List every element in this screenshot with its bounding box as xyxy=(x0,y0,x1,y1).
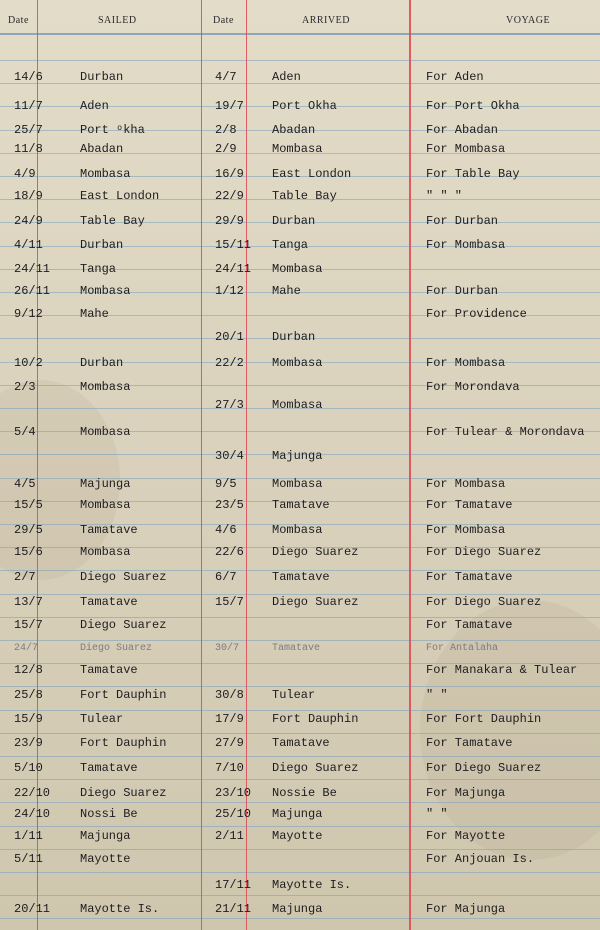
sailed-date: 15/6 xyxy=(14,545,43,559)
arrived-date: 15/11 xyxy=(215,238,252,252)
sailed-port: Tamatave xyxy=(80,595,138,609)
sailed-port: Mombasa xyxy=(80,380,131,394)
header-voyage: VOYAGE xyxy=(506,15,551,26)
sailed-port: Mombasa xyxy=(80,167,131,181)
arrived-port: Mayotte Is. xyxy=(272,878,352,892)
sailed-port: Mombasa xyxy=(80,425,131,439)
sailed-date: 18/9 xyxy=(14,189,43,203)
ruled-line xyxy=(0,918,600,919)
voyage-destination: For Diego Suarez xyxy=(426,595,542,609)
arrived-date: 16/9 xyxy=(215,167,244,181)
arrived-date: 30/4 xyxy=(215,449,244,463)
ledger-row xyxy=(0,445,600,465)
arrived-port: Abadan xyxy=(272,123,316,137)
ledger-row xyxy=(0,684,600,704)
arrived-date: 9/5 xyxy=(215,477,237,491)
ledger-row xyxy=(0,352,600,372)
sailed-date: 5/10 xyxy=(14,761,43,775)
sailed-port: Diego Suarez xyxy=(80,570,167,584)
arrived-port: Tamatave xyxy=(272,570,330,584)
sailed-port: Tanga xyxy=(80,262,117,276)
arrived-date: 27/9 xyxy=(215,736,244,750)
arrived-date: 20/1 xyxy=(215,330,244,344)
sailed-date: 15/9 xyxy=(14,712,43,726)
sailed-port: Tulear xyxy=(80,712,124,726)
sailed-date: 10/2 xyxy=(14,356,43,370)
sailed-date: 4/11 xyxy=(14,238,43,252)
arrived-date: 21/11 xyxy=(215,902,252,916)
voyage-destination: For Mombasa xyxy=(426,356,506,370)
voyage-destination: For Manakara & Tulear xyxy=(426,663,578,677)
ledger-row xyxy=(0,95,600,115)
ledger-row xyxy=(0,782,600,802)
voyage-destination: For Tulear & Morondava xyxy=(426,425,585,439)
ledger-row xyxy=(0,163,600,183)
voyage-destination: " " xyxy=(426,807,448,821)
arrived-port: East London xyxy=(272,167,352,181)
arrived-port: Table Bay xyxy=(272,189,337,203)
header-date-arrived: Date xyxy=(213,15,234,26)
arrived-port: Diego Suarez xyxy=(272,595,359,609)
header-date-sailed: Date xyxy=(8,15,29,26)
voyage-destination: For Diego Suarez xyxy=(426,761,542,775)
sailed-date: 24/9 xyxy=(14,214,43,228)
sailed-port: Mombasa xyxy=(80,545,131,559)
arrived-date: 24/11 xyxy=(215,262,252,276)
sailed-port: Mombasa xyxy=(80,498,131,512)
sailed-port: Durban xyxy=(80,238,124,252)
arrived-port: Mombasa xyxy=(272,142,323,156)
voyage-destination: For Aden xyxy=(426,70,484,84)
arrived-date: 1/12 xyxy=(215,284,244,298)
sailed-port: Abadan xyxy=(80,142,124,156)
voyage-destination: For Mayotte xyxy=(426,829,506,843)
sailed-date: 11/7 xyxy=(14,99,43,113)
sailed-port: Fort Dauphin xyxy=(80,688,167,702)
sailed-date: 15/5 xyxy=(14,498,43,512)
voyage-destination: For Mombasa xyxy=(426,477,506,491)
sailed-date: 25/7 xyxy=(14,123,43,137)
voyage-destination: For Mombasa xyxy=(426,523,506,537)
arrived-port: Diego Suarez xyxy=(272,545,359,559)
arrived-date: 6/7 xyxy=(215,570,237,584)
voyage-destination: For Port Okha xyxy=(426,99,520,113)
voyage-destination: For Tamatave xyxy=(426,618,513,632)
arrived-port: Mombasa xyxy=(272,477,323,491)
sailed-port: Port ᵒkha xyxy=(80,123,145,137)
ledger-row xyxy=(0,825,600,845)
ledger-row xyxy=(0,614,600,634)
ledger-row xyxy=(0,638,600,658)
ledger-row xyxy=(0,659,600,679)
ledger-row xyxy=(0,376,600,396)
voyage-destination: For Majunga xyxy=(426,786,506,800)
sailed-port: Aden xyxy=(80,99,109,113)
arrived-port: Nossie Be xyxy=(272,786,337,800)
arrived-port: Port Okha xyxy=(272,99,337,113)
sailed-date: 15/7 xyxy=(14,618,43,632)
sailed-date: 14/6 xyxy=(14,70,43,84)
voyage-destination: For Diego Suarez xyxy=(426,545,542,559)
sailed-port: Tamatave xyxy=(80,663,138,677)
ledger-row xyxy=(0,185,600,205)
sailed-date: 24/7 xyxy=(14,643,39,654)
arrived-date: 19/7 xyxy=(215,99,244,113)
arrived-port: Durban xyxy=(272,330,316,344)
sailed-port: Nossi Be xyxy=(80,807,138,821)
arrived-port: Majunga xyxy=(272,902,323,916)
sailed-port: Majunga xyxy=(80,829,131,843)
arrived-date: 22/6 xyxy=(215,545,244,559)
arrived-date: 15/7 xyxy=(215,595,244,609)
voyage-destination: For Tamatave xyxy=(426,570,513,584)
sailed-date: 13/7 xyxy=(14,595,43,609)
arrived-date: 22/9 xyxy=(215,189,244,203)
arrived-port: Mombasa xyxy=(272,356,323,370)
ledger-row xyxy=(0,394,600,414)
sailed-port: Table Bay xyxy=(80,214,145,228)
voyage-destination: For Tamatave xyxy=(426,736,513,750)
sailed-date: 26/11 xyxy=(14,284,51,298)
arrived-date: 2/11 xyxy=(215,829,244,843)
arrived-port: Mahe xyxy=(272,284,301,298)
arrived-date: 17/9 xyxy=(215,712,244,726)
ledger-row xyxy=(0,757,600,777)
sailed-date: 4/5 xyxy=(14,477,36,491)
sailed-date: 20/11 xyxy=(14,902,51,916)
arrived-port: Majunga xyxy=(272,449,323,463)
arrived-port: Aden xyxy=(272,70,301,84)
sailed-port: Diego Suarez xyxy=(80,643,153,654)
ledger-row xyxy=(0,732,600,752)
ruled-line xyxy=(0,895,600,896)
arrived-port: Mombasa xyxy=(272,523,323,537)
sailed-date: 24/10 xyxy=(14,807,51,821)
arrived-port: Durban xyxy=(272,214,316,228)
sailed-port: Durban xyxy=(80,356,124,370)
sailed-date: 25/8 xyxy=(14,688,43,702)
header-sailed: SAILED xyxy=(98,15,137,26)
ledger-row xyxy=(0,210,600,230)
ledger-header xyxy=(0,0,600,36)
ledger-row xyxy=(0,566,600,586)
voyage-destination: " " xyxy=(426,688,448,702)
arrived-port: Majunga xyxy=(272,807,323,821)
sailed-date: 24/11 xyxy=(14,262,51,276)
voyage-destination: For Mombasa xyxy=(426,238,506,252)
voyage-destination: For Mombasa xyxy=(426,142,506,156)
ledger-row xyxy=(0,280,600,300)
header-arrived: ARRIVED xyxy=(302,15,350,26)
ledger-row xyxy=(0,541,600,561)
sailed-date: 12/8 xyxy=(14,663,43,677)
arrived-port: Mayotte xyxy=(272,829,323,843)
ledger-row xyxy=(0,326,600,346)
sailed-date: 5/4 xyxy=(14,425,36,439)
ledger-row xyxy=(0,119,600,139)
arrived-port: Tanga xyxy=(272,238,309,252)
ledger-row xyxy=(0,874,600,894)
arrived-date: 2/8 xyxy=(215,123,237,137)
ledger-row xyxy=(0,898,600,918)
ledger-row xyxy=(0,803,600,823)
ledger-row xyxy=(0,708,600,728)
arrived-date: 4/6 xyxy=(215,523,237,537)
voyage-destination: For Providence xyxy=(426,307,527,321)
arrived-date: 29/9 xyxy=(215,214,244,228)
sailed-port: Majunga xyxy=(80,477,131,491)
arrived-port: Tamatave xyxy=(272,498,330,512)
sailed-port: Mahe xyxy=(80,307,109,321)
sailed-date: 5/11 xyxy=(14,852,43,866)
sailed-date: 22/10 xyxy=(14,786,51,800)
voyage-destination: For Morondava xyxy=(426,380,520,394)
sailed-port: Diego Suarez xyxy=(80,786,167,800)
voyage-destination: " " " xyxy=(426,189,463,203)
ledger-row xyxy=(0,234,600,254)
arrived-date: 25/10 xyxy=(215,807,252,821)
ledger-row xyxy=(0,848,600,868)
sailed-port: Durban xyxy=(80,70,124,84)
arrived-date: 4/7 xyxy=(215,70,237,84)
arrived-date: 30/7 xyxy=(215,643,240,654)
ledger-row xyxy=(0,494,600,514)
arrived-port: Diego Suarez xyxy=(272,761,359,775)
voyage-destination: For Majunga xyxy=(426,902,506,916)
arrived-date: 27/3 xyxy=(215,398,244,412)
voyage-destination: For Table Bay xyxy=(426,167,520,181)
arrived-date: 17/11 xyxy=(215,878,252,892)
voyage-destination: For Durban xyxy=(426,214,499,228)
sailed-port: Tamatave xyxy=(80,761,138,775)
ledger-row xyxy=(0,138,600,158)
ledger-row xyxy=(0,66,600,86)
sailed-port: Mayotte Is. xyxy=(80,902,160,916)
sailed-date: 9/12 xyxy=(14,307,43,321)
arrived-port: Tamatave xyxy=(272,736,330,750)
sailed-port: East London xyxy=(80,189,160,203)
arrived-date: 23/5 xyxy=(215,498,244,512)
sailed-port: Diego Suarez xyxy=(80,618,167,632)
sailed-date: 1/11 xyxy=(14,829,43,843)
voyage-destination: For Anjouan Is. xyxy=(426,852,535,866)
arrived-date: 2/9 xyxy=(215,142,237,156)
sailed-date: 2/3 xyxy=(14,380,36,394)
ruled-line xyxy=(0,779,600,780)
sailed-date: 4/9 xyxy=(14,167,36,181)
ledger-row xyxy=(0,258,600,278)
sailed-port: Mayotte xyxy=(80,852,131,866)
arrived-port: Mombasa xyxy=(272,398,323,412)
sailed-date: 2/7 xyxy=(14,570,36,584)
sailed-date: 23/9 xyxy=(14,736,43,750)
arrived-date: 30/8 xyxy=(215,688,244,702)
ledger-row xyxy=(0,473,600,493)
sailed-date: 29/5 xyxy=(14,523,43,537)
arrived-date: 22/2 xyxy=(215,356,244,370)
arrived-date: 7/10 xyxy=(215,761,244,775)
sailed-port: Mombasa xyxy=(80,284,131,298)
ledger-row xyxy=(0,519,600,539)
sailed-port: Tamatave xyxy=(80,523,138,537)
voyage-destination: For Fort Dauphin xyxy=(426,712,542,726)
voyage-destination: For Tamatave xyxy=(426,498,513,512)
ruled-line xyxy=(0,872,600,873)
ruled-line xyxy=(0,60,600,61)
sailed-date: 11/8 xyxy=(14,142,43,156)
arrived-port: Tamatave xyxy=(272,643,321,654)
ledger-row xyxy=(0,591,600,611)
voyage-destination: For Durban xyxy=(426,284,499,298)
voyage-destination: For Antalaha xyxy=(426,643,499,654)
arrived-port: Fort Dauphin xyxy=(272,712,359,726)
arrived-date: 23/10 xyxy=(215,786,252,800)
ledger-row xyxy=(0,303,600,323)
sailed-port: Fort Dauphin xyxy=(80,736,167,750)
ledger-row xyxy=(0,421,600,441)
arrived-port: Tulear xyxy=(272,688,316,702)
arrived-port: Mombasa xyxy=(272,262,323,276)
voyage-destination: For Abadan xyxy=(426,123,499,137)
